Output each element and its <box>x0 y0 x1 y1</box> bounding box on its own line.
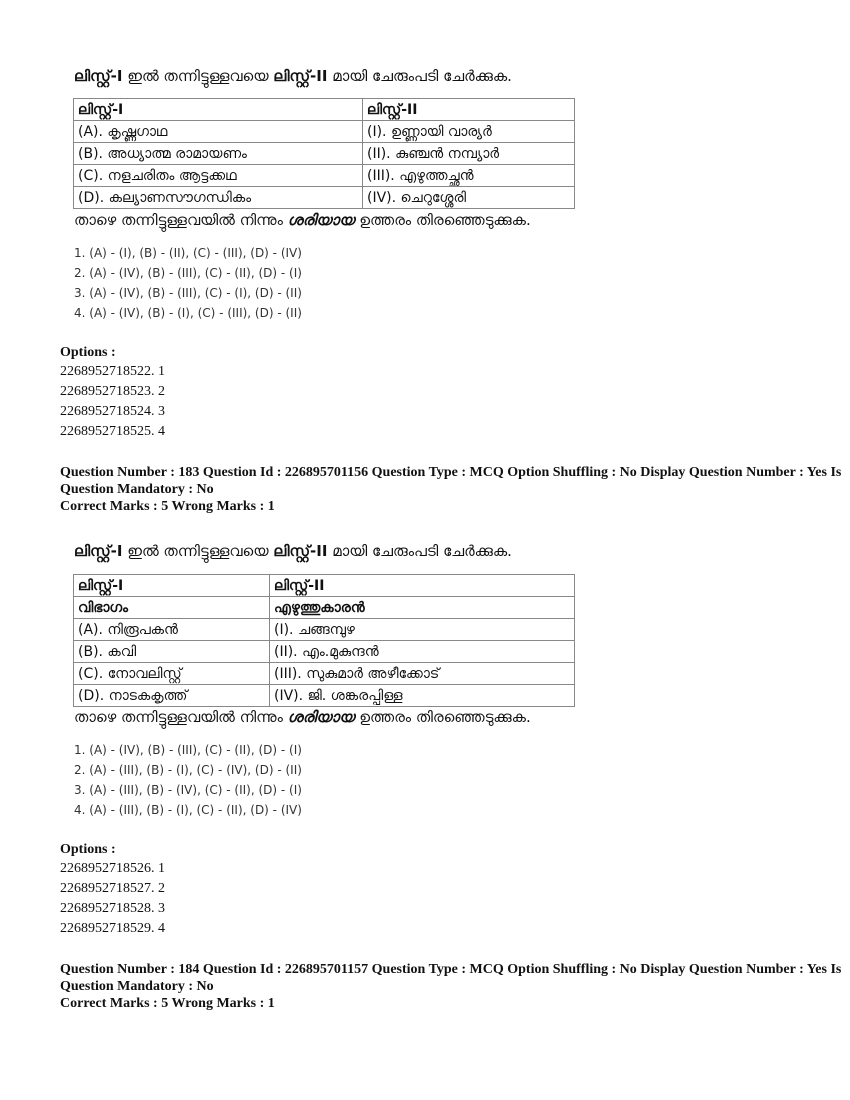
answer-choice: 4. (A) - (III), (B) - (I), (C) - (II), (D) - (IV) <box>74 803 302 817</box>
answer-list <box>74 740 302 820</box>
option-id: 2268952718523. 2 <box>60 384 165 399</box>
options-title: Options : <box>60 345 116 360</box>
table-cell: (I). ഉണ്ണായി വാര്യർ <box>363 121 575 143</box>
table-cell: (II). കുഞ്ചൻ നമ്പ്യാർ <box>363 143 575 165</box>
instruction-text-end: മായി ചേരുംപടി ചേർക്കുക. <box>327 67 512 85</box>
table-row <box>74 663 575 685</box>
table-row <box>74 619 575 641</box>
table-subheader: എഴുത്തുകാരൻ <box>270 597 575 619</box>
option-id: 2268952718529. 4 <box>60 921 165 936</box>
match-table <box>73 574 575 707</box>
table-row <box>74 121 575 143</box>
table-row <box>74 143 575 165</box>
choose-instruction <box>74 707 531 727</box>
table-cell: (III). സുകുമാർ അഴീക്കോട് <box>270 663 575 685</box>
answer-choice: 2. (A) - (IV), (B) - (III), (C) - (II), (D) - (I) <box>74 266 302 280</box>
table-row <box>74 187 575 209</box>
instruction-text: ഇൽ തന്നിട്ടുള്ളവയെ <box>122 542 274 560</box>
correct-marks-line: Correct Marks : 5 Wrong Marks : 1 <box>60 996 275 1011</box>
table-row <box>74 165 575 187</box>
table-cell: (B). കവി <box>74 641 270 663</box>
choose-text: താഴെ തന്നിട്ടുള്ളവയിൽ നിന്നും <box>74 211 288 229</box>
list-2-label: ലിസ്റ്റ്-II <box>273 542 328 560</box>
table-cell: (D). നാടകകൃത്ത് <box>74 685 270 707</box>
list-1-label: ലിസ്റ്റ്-I <box>74 542 123 560</box>
match-instruction <box>74 66 512 86</box>
match-instruction <box>74 541 512 561</box>
choose-instruction <box>74 210 531 230</box>
table-cell: (A). നിരൂപകൻ <box>74 619 270 641</box>
table-cell: (I). ചങ്ങമ്പുഴ <box>270 619 575 641</box>
answer-list <box>74 243 302 323</box>
option-id: 2268952718525. 4 <box>60 424 165 439</box>
option-id: 2268952718527. 2 <box>60 881 165 896</box>
list-1-label: ലിസ്റ്റ്-I <box>74 67 123 85</box>
answer-choice: 1. (A) - (IV), (B) - (III), (C) - (II), (D) - (I) <box>74 743 302 757</box>
answer-choice: 3. (A) - (III), (B) - (IV), (C) - (II), (D) - (I) <box>74 783 302 797</box>
question-meta-line: Question Mandatory : No <box>60 482 214 497</box>
table-header: ലിസ്റ്റ്-II <box>270 575 575 597</box>
list-2-label: ലിസ്റ്റ്-II <box>273 67 328 85</box>
table-cell: (II). എം.മുകുന്ദൻ <box>270 641 575 663</box>
option-id: 2268952718524. 3 <box>60 404 165 419</box>
instruction-text-end: മായി ചേരുംപടി ചേർക്കുക. <box>327 542 512 560</box>
table-cell: (C). നളചരിതം ആട്ടക്കഥ <box>74 165 363 187</box>
table-header: ലിസ്റ്റ്-I <box>74 99 363 121</box>
answer-choice: 2. (A) - (III), (B) - (I), (C) - (IV), (D) - (II) <box>74 763 302 777</box>
options-list <box>60 859 165 939</box>
table-cell: (IV). ജി. ശങ്കരപ്പിള്ള <box>270 685 575 707</box>
table-cell: (B). അധ്യാത്മ രാമായണം <box>74 143 363 165</box>
table-header-row <box>74 575 575 597</box>
table-row <box>74 641 575 663</box>
table-header: ലിസ്റ്റ്-II <box>363 99 575 121</box>
table-cell: (C). നോവലിസ്റ്റ് <box>74 663 270 685</box>
choose-text-end: ഉത്തരം തിരഞ്ഞെടുക്കുക. <box>354 211 531 229</box>
answer-choice: 3. (A) - (IV), (B) - (III), (C) - (I), (D) - (II) <box>74 286 302 300</box>
table-subheader: വിഭാഗം <box>74 597 270 619</box>
option-id: 2268952718526. 1 <box>60 861 165 876</box>
question-meta-line: Question Number : 183 Question Id : 226895701156 Question Type : MCQ Option Shuffling : No Display Question Number : Yes Is <box>60 465 842 480</box>
question-meta-line: Question Mandatory : No <box>60 979 214 994</box>
instruction-text: ഇൽ തന്നിട്ടുള്ളവയെ <box>122 67 274 85</box>
options-list <box>60 362 165 442</box>
match-table <box>73 98 575 209</box>
table-cell: (D). കല്യാണസൗഗന്ധികം <box>74 187 363 209</box>
correct-marks-line: Correct Marks : 5 Wrong Marks : 1 <box>60 499 275 514</box>
table-header-row <box>74 99 575 121</box>
table-cell: (A). കൃഷ്ണഗാഥ <box>74 121 363 143</box>
table-header: ലിസ്റ്റ്-I <box>74 575 270 597</box>
answer-choice: 1. (A) - (I), (B) - (II), (C) - (III), (D) - (IV) <box>74 246 302 260</box>
choose-text: താഴെ തന്നിട്ടുള്ളവയിൽ നിന്നും <box>74 708 288 726</box>
choose-bold: ശരിയായ <box>287 211 355 229</box>
option-id: 2268952718522. 1 <box>60 364 165 379</box>
table-subheader-row <box>74 597 575 619</box>
answer-choice: 4. (A) - (IV), (B) - (I), (C) - (III), (D) - (II) <box>74 306 302 320</box>
question-meta-183 <box>60 464 842 515</box>
question-meta-line: Question Number : 184 Question Id : 226895701157 Question Type : MCQ Option Shuffling : No Display Question Number : Yes Is <box>60 962 842 977</box>
table-row <box>74 685 575 707</box>
table-cell: (IV). ചെറുശ്ശേരി <box>363 187 575 209</box>
options-title: Options : <box>60 842 116 857</box>
option-id: 2268952718528. 3 <box>60 901 165 916</box>
choose-text-end: ഉത്തരം തിരഞ്ഞെടുക്കുക. <box>354 708 531 726</box>
table-cell: (III). എഴുത്തച്ഛൻ <box>363 165 575 187</box>
choose-bold: ശരിയായ <box>287 708 355 726</box>
question-meta-184 <box>60 961 842 1012</box>
